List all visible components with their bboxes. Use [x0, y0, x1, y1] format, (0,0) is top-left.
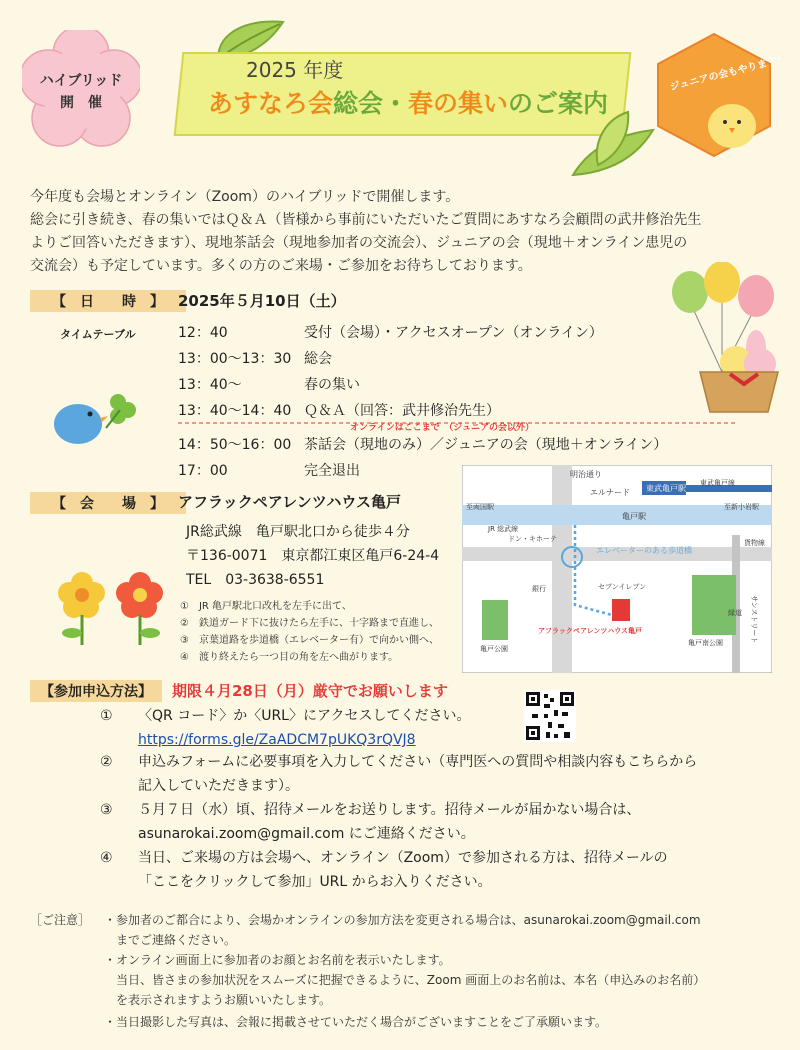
title-part-d: のご案内: [508, 89, 609, 118]
balloons-illustration: [660, 262, 780, 422]
badge-line1: ハイブリッド: [39, 73, 123, 89]
notes-label: ［ご注意］: [30, 913, 91, 927]
hexagon-chick-icon: [650, 30, 778, 158]
timetable-label: タイムテーブル: [60, 328, 136, 341]
direction-step: ③ 京葉道路を歩道橋（エレベーター有）で向かい側へ、: [180, 635, 439, 646]
row-time: 13：40～: [178, 377, 242, 393]
badge-line2: 開 催: [60, 95, 102, 111]
map-label-elnard: エルナード: [590, 488, 630, 497]
map-label-shinkoiwa: 至新小岩駅: [724, 503, 759, 511]
note-line: を表示されますようお願いいたします。: [116, 993, 332, 1007]
map-label-freight: 貨物線: [744, 539, 765, 547]
form-url-link[interactable]: https://forms.gle/ZaADCM7pUKQ3rQVJ8: [138, 732, 416, 748]
step-line: 申込みフォームに必要事項を入力してください（専門医への質問や相談内容もこちらから: [138, 754, 698, 770]
row-event: 茶話会（現地のみ）／ジュニアの会（現地＋オンライン）: [304, 437, 668, 453]
step-line: 「ここをクリックして参加」URL からお入りください。: [138, 874, 492, 890]
event-date: 2025年５月10日（土）: [178, 292, 346, 310]
apply-deadline: 期限４月28日（月）厳守でお願いします: [172, 682, 448, 700]
date-label: 【 日 時 】: [30, 290, 186, 312]
venue-address: 〒136-0071 東京都江東区亀戸6-24-4: [186, 548, 440, 564]
map-label-bank: 銀行: [532, 585, 546, 593]
venue-name: アフラックペアレンツハウス亀戸: [178, 493, 401, 511]
title-banner: [178, 38, 623, 138]
title-part-c: 春の集い: [408, 89, 509, 118]
venue-tel: TEL 03-3638-6551: [186, 572, 325, 588]
intro-line: 総会に引き続き、春の集いではＱ＆Ａ（皆様から事前にいただいたご質問にあすなろ会顧問の武井修治先生: [30, 212, 702, 228]
map-label-seven: セブンイレブン: [598, 583, 647, 591]
note-line: ・当日撮影した写真は、会報に掲載させていただく場合がございますことをご了承願います。: [104, 1015, 608, 1029]
step-number: ④: [100, 850, 113, 866]
intro-line: 交流会）も予定しています。多くの方のご来場・ご参加をお待ちしております。: [30, 258, 532, 274]
access-map: [462, 465, 772, 673]
row-event: 完全退出: [304, 463, 360, 479]
junior-hex-badge: [650, 30, 788, 158]
map-label-park1: 亀戸公園: [480, 645, 508, 653]
map-label-greenway: 緑道: [728, 609, 742, 617]
row-event: 春の集い: [304, 377, 360, 393]
venue-label: 【 会 場 】: [30, 492, 186, 514]
step-line: 記入していただきます）。: [138, 778, 299, 794]
note-line: までご連絡ください。: [116, 933, 237, 947]
venue-details: [186, 520, 439, 592]
row-time: 14：50～16：00: [178, 437, 292, 453]
title-part-a: あすなろ会: [208, 89, 334, 118]
row-time: 12：40: [178, 325, 228, 341]
leaf-sprout-icon: [568, 110, 658, 180]
map-label-tobu-line: 東武亀戸線: [700, 479, 735, 487]
row-event: 総会: [304, 351, 332, 367]
step-number: ①: [100, 708, 113, 724]
row-event: 受付（会場）・アクセスオープン（オンライン）: [304, 325, 603, 341]
note-line: ・参加者のご都合により、会場かオンラインの参加方法を変更される場合は、asunarokai.zoom@gmail.com: [104, 913, 701, 927]
row-time: 13：40～14：40: [178, 403, 292, 419]
map-label-sunstreet: サンストリート: [750, 595, 758, 644]
map-label-meiji: 明治通り: [570, 470, 602, 479]
banner-title: [208, 84, 608, 120]
step-line: 〈QR コード〉か〈URL〉にアクセスしてください。: [138, 708, 471, 724]
map-label-house: アフラックペアレンツハウス亀戸: [538, 627, 643, 635]
intro-text: [30, 186, 770, 278]
online-note: オンラインはここまで （ジュニアの会以外）: [350, 423, 535, 433]
flowers-illustration: [52, 565, 172, 647]
direction-step: ① JR 亀戸駅北口改札を左手に出て、: [180, 601, 352, 612]
banner-year: 2025 年度: [246, 58, 344, 82]
map-label-tobu-station: 東武亀戸駅: [646, 484, 686, 493]
direction-step: ④ 渡り終えたら一つ目の角を左へ曲がります。: [180, 652, 399, 663]
bird-clover-illustration: [48, 384, 140, 454]
note-line: ・オンライン画面上に参加者のお顔とお名前を表示いたします。: [104, 953, 451, 967]
venue-access: JR総武線 亀戸駅北口から徒歩４分: [186, 524, 410, 540]
title-part-b: 総会・: [333, 89, 409, 118]
map-label-donki: ドン・キホーテ: [508, 535, 557, 543]
hex-text: ジュニアの会もやります！: [668, 53, 788, 94]
intro-line: 今年度も会場とオンライン（Zoom）のハイブリッドで開催します。: [30, 189, 460, 205]
directions: [180, 598, 439, 666]
step-number: ③: [100, 802, 113, 818]
map-label-sobu: JR 総武線: [488, 525, 519, 533]
apply-label: 【参加申込方法】: [30, 680, 162, 702]
step-line: asunarokai.zoom@gmail.com にご連絡ください。: [138, 826, 475, 842]
direction-step: ② 鉄道ガード下に抜けたら左手に、十字路まで直進し、: [180, 618, 439, 629]
step-line: 当日、ご来場の方は会場へ、オンライン（Zoom）で参加される方は、招待メールの: [138, 850, 668, 866]
map-label-elevator: エレベーターのある歩道橋: [596, 546, 692, 555]
row-event: Ｑ＆Ａ（回答：武井修治先生）: [304, 403, 500, 419]
hybrid-badge: [22, 30, 140, 148]
map-label-kameido: 亀戸駅: [622, 512, 646, 521]
row-time: 17：00: [178, 463, 228, 479]
map-label-ryogoku: 至両国駅: [466, 503, 494, 511]
step-line: ５月７日（水）頃、招待メールをお送りします。招待メールが届かない場合は、: [138, 802, 641, 818]
row-time: 13：00～13：30: [178, 351, 292, 367]
map-label-park2: 亀戸南公園: [688, 639, 723, 647]
intro-line: よりご回答いただきます）、現地茶話会（現地参加者の交流会）、ジュニアの会（現地＋オンライン患児の: [30, 235, 688, 251]
note-line: 当日、皆さまの参加状況をスムーズに把握できるように、Zoom 画面上のお名前は、本名（申込みのお名前）: [116, 973, 706, 987]
step-number: ②: [100, 754, 113, 770]
